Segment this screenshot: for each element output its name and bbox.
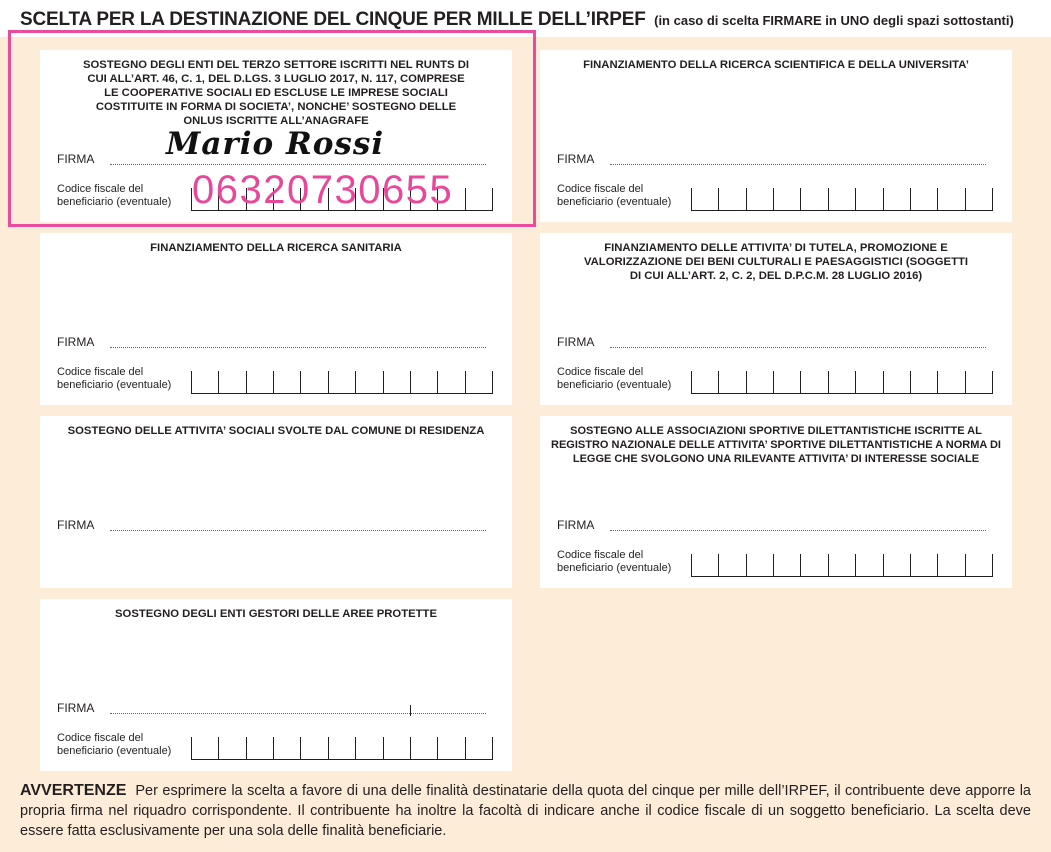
- cf-input-grid[interactable]: [191, 371, 493, 394]
- signature-line[interactable]: [110, 347, 486, 348]
- warning-heading: AVVERTENZE: [20, 782, 127, 799]
- signature-value: Mario Rossi: [166, 126, 385, 162]
- cf-input-grid[interactable]: [191, 737, 493, 760]
- cf-label-line2: beneficiario (eventuale): [557, 378, 672, 391]
- box-ricerca-scientifica: [540, 50, 1012, 222]
- box-beni-culturali: [540, 233, 1012, 405]
- cf-label-line2: beneficiario (eventuale): [57, 195, 172, 208]
- box-ricerca-sanitaria: [40, 233, 512, 405]
- title-main: SCELTA PER LA DESTINAZIONE DEL CINQUE PER MILLE DELL’IRPEF: [20, 9, 646, 30]
- cf-input-grid[interactable]: [691, 188, 993, 211]
- box-title: FINANZIAMENTO DELLA RICERCA SCIENTIFICA E DELLA UNIVERSITA’: [583, 59, 969, 71]
- cf-label-line1: Codice fiscale del: [557, 366, 644, 378]
- form-title: [20, 9, 1014, 31]
- box-title: FINANZIAMENTO DELLE ATTIVITA’ DI TUTELA, PROMOZIONE E VALORIZZAZIONE DEI BENI CULTURALI E PAESAGGISTICI (SOGGETTI DI CUI ALL’ART. 2, C. 2, DEL D.P.C.M. 28 LUGLIO 2016): [583, 242, 969, 282]
- box-aree-protette: [40, 599, 512, 771]
- warning-text: [20, 781, 1031, 841]
- cf-label: [557, 366, 671, 391]
- title-subtitle: (in caso di scelta FIRMARE in UNO degli spazi sottostanti): [654, 13, 1014, 28]
- firma-label: FIRMA: [57, 335, 95, 349]
- firma-label: FIRMA: [57, 152, 95, 166]
- firma-label: FIRMA: [557, 335, 595, 349]
- cf-input-grid[interactable]: [691, 371, 993, 394]
- cf-label-line2: beneficiario (eventuale): [557, 561, 672, 574]
- selection-highlight: [8, 30, 536, 227]
- signature-line[interactable]: [110, 530, 486, 531]
- signature-line[interactable]: [110, 713, 486, 714]
- cf-label-line1: Codice fiscale del: [57, 366, 144, 378]
- firma-label: FIRMA: [57, 518, 95, 532]
- box-title: SOSTEGNO ALLE ASSOCIAZIONI SPORTIVE DILETTANTISTICHE ISCRITTE AL REGISTRO NAZIONALE DELLE ATTIVITA’ SPORTIVE DILETTANTISTICHE A NORMA DI LEGGE CHE SVOLGONO UNA RILEVANTE ATTIVITA’ DI INTERESSE SOCIALE: [551, 425, 1001, 465]
- cf-label-line1: Codice fiscale del: [557, 549, 644, 561]
- cf-label: [57, 732, 171, 757]
- cf-label-line2: beneficiario (eventuale): [57, 744, 172, 757]
- firma-label: FIRMA: [557, 518, 595, 532]
- cf-input-grid[interactable]: [691, 554, 993, 577]
- cf-label-line1: Codice fiscale del: [57, 183, 144, 195]
- signature-line[interactable]: [610, 347, 986, 348]
- box-title: FINANZIAMENTO DELLA RICERCA SANITARIA: [150, 242, 402, 254]
- cf-label-line2: beneficiario (eventuale): [57, 378, 172, 391]
- signature-line[interactable]: [610, 164, 986, 165]
- box-title: SOSTEGNO DEGLI ENTI GESTORI DELLE AREE PROTETTE: [115, 608, 437, 620]
- cf-label-line2: beneficiario (eventuale): [557, 195, 672, 208]
- cf-label: [557, 183, 671, 208]
- cf-label: [57, 366, 171, 391]
- signature-line[interactable]: [610, 530, 986, 531]
- firma-label: FIRMA: [557, 152, 595, 166]
- cf-label-line1: Codice fiscale del: [57, 732, 144, 744]
- codice-fiscale-value: 06320730655: [192, 168, 454, 212]
- cf-label-line1: Codice fiscale del: [557, 183, 644, 195]
- signature-mark: [410, 705, 411, 716]
- warning-body: Per esprimere la scelta a favore di una delle finalità destinatarie della quota del cinque per mille dell’IRPEF, il contribuente deve apporre la propria firma nel riquadro corrispondente. Il contribuente ha inoltre la facoltà di indicare anche il codice fiscale di un soggetto beneficiario. La scelta deve essere fatta esclusivamente per una sola delle finalità beneficiarie.: [20, 783, 1031, 839]
- box-comune-residenza: [40, 416, 512, 588]
- cf-label: [557, 549, 671, 574]
- box-associazioni-sportive: [540, 416, 1012, 588]
- box-title: SOSTEGNO DELLE ATTIVITA’ SOCIALI SVOLTE DAL COMUNE DI RESIDENZA: [67, 425, 485, 437]
- firma-label: FIRMA: [57, 701, 95, 715]
- box-title: SOSTEGNO DEGLI ENTI DEL TERZO SETTORE ISCRITTI NEL RUNTS DI CUI ALL’ART. 46, C. 1, DEL D.LGS. 3 LUGLIO 2017, N. 117, COMPRESE LE COOPERATIVE SOCIALI ED ESCLUSE LE IMPRESE SOCIALI COSTITUITE IN FORMA DI SOCIETA’, NONCHE’ SOSTEGNO DELLE ONLUS ISCRITTE ALL’ANAGRAFE: [82, 59, 469, 127]
